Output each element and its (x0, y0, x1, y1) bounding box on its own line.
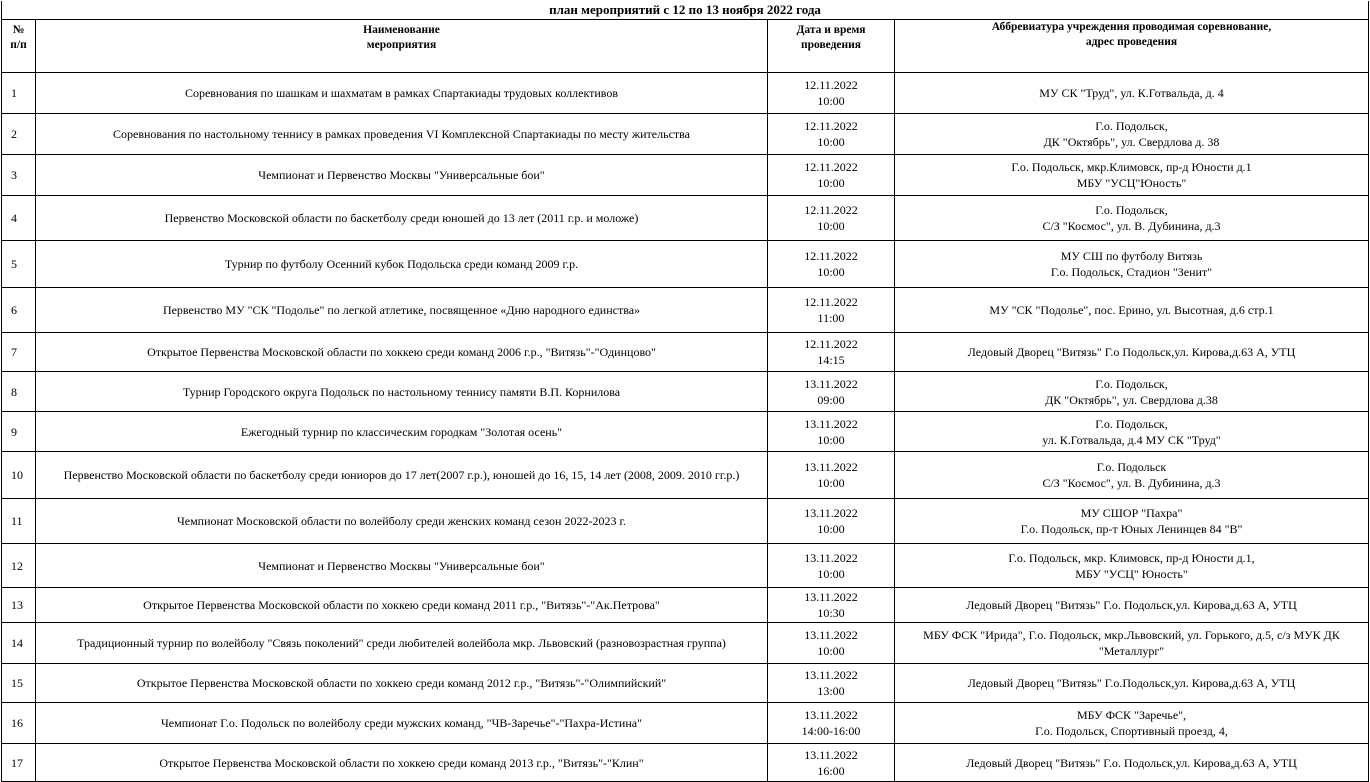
event-venue (895, 372, 1369, 412)
header-date-line2: проведения (800, 39, 862, 51)
event-name: Турнир Городского округа Подольск по настольному теннису памяти В.П. Корнилова (36, 372, 768, 412)
row-number: 1 (2, 73, 36, 114)
row-number: 10 (2, 452, 36, 499)
venue-line1: Г.о. Подольск, (1095, 376, 1168, 391)
event-venue (895, 744, 1369, 782)
event-name: Чемпионат Московской области по волейболу среди женских команд сезон 2022-2023 г. (36, 499, 768, 544)
header-name-line1: Наименование (363, 24, 440, 36)
event-venue (895, 241, 1369, 288)
event-venue (895, 452, 1369, 499)
event-date: 13.11.2022 (804, 416, 858, 431)
event-venue (895, 288, 1369, 333)
table-row (2, 241, 1369, 288)
event-date-time (768, 452, 895, 499)
table-row (2, 73, 1369, 114)
event-name: Чемпионат и Первенство Москвы "Универсальные бои" (36, 155, 768, 196)
event-name: Первенство МУ "СК "Подолье" по легкой атлетике, посвященное «Дню народного единства» (36, 288, 768, 333)
row-number: 16 (2, 703, 36, 744)
venue-line1: Г.о. Подольск, мкр. Климовск, пр-д Юности д.1, (1008, 550, 1255, 565)
event-time: 13:00 (817, 684, 845, 698)
row-number: 8 (2, 372, 36, 412)
venue-line1: МУ СШОР "Пахра" (1080, 506, 1183, 520)
event-date-time (768, 196, 895, 241)
event-name: Открытое Первенства Московской области по хоккею среди команд 2011 г.р., "Витязь"-"Ак.Петрова" (36, 588, 768, 623)
event-date: 12.11.2022 (804, 119, 858, 133)
event-name: Первенство Московской области по баскетболу среди юношей до 13 лет (2011 г.р. и моложе) (36, 196, 768, 241)
table-row (2, 664, 1369, 703)
event-time: 10:00 (817, 644, 845, 658)
event-venue (895, 623, 1369, 664)
venue-line1: Ледовый Дворец "Витязь" Г.о Подольск,ул. Кирова,д.63 А, УТЦ (967, 345, 1296, 359)
event-name: Турнир по футболу Осенний кубок Подольска среди команд 2009 г.р. (36, 241, 768, 288)
event-date: 13.11.2022 (804, 747, 858, 762)
event-name: Открытое Первенства Московской области по хоккею среди команд 2012 г.р., "Витязь"-"Олимпийский" (36, 664, 768, 703)
event-name: Соревнования по шашкам и шахматам в рамках Спартакиады трудовых коллективов (36, 73, 768, 114)
table-row (2, 544, 1369, 588)
event-date: 13.11.2022 (804, 376, 858, 391)
event-time: 10:00 (817, 176, 845, 190)
event-name: Первенство Московской области по баскетболу среди юниоров до 17 лет(2007 г.р.), юношей до 16, 15, 14 лет (2008, 2009. 2010 гг.р.) (36, 452, 768, 499)
event-date-time (768, 114, 895, 155)
event-date-time (768, 73, 895, 114)
table-row (2, 196, 1369, 241)
table-row (2, 155, 1369, 196)
header-row (2, 20, 1369, 73)
event-time: 10:30 (817, 606, 845, 620)
event-date: 12.11.2022 (804, 337, 858, 351)
header-number-line2: п/п (10, 39, 27, 51)
event-venue (895, 499, 1369, 544)
event-name: Традиционный турнир по волейболу "Связь поколений" среди любителей волейбола мкр. Львовский (разновозрастная группа) (36, 623, 768, 664)
row-number: 9 (2, 412, 36, 452)
venue-line2: Г.о. Подольск, пр-т Юных Ленинцев 84 "В" (1020, 522, 1243, 536)
event-venue (895, 412, 1369, 452)
table-row (2, 412, 1369, 452)
event-time: 10:00 (817, 265, 845, 279)
header-venue-line1: Аббревиатура учреждения проводимая соревнование, (991, 21, 1272, 33)
venue-line2: С/З "Космос", ул. В. Дубинина, д.3 (1042, 219, 1221, 233)
event-venue (895, 196, 1369, 241)
event-time: 10:00 (817, 476, 845, 490)
event-date-time (768, 588, 895, 623)
event-venue (895, 588, 1369, 623)
event-date: 12.11.2022 (804, 78, 858, 92)
event-date: 12.11.2022 (804, 249, 858, 263)
row-number: 2 (2, 114, 36, 155)
row-number: 7 (2, 333, 36, 372)
table-row (2, 452, 1369, 499)
event-name: Чемпионат Г.о. Подольск по волейболу среди мужских команд, "ЧВ-Заречье"-"Пахра-Истина" (36, 703, 768, 744)
venue-line2: ул. К.Готвальда, д.4 МУ СК "Труд" (1042, 432, 1221, 447)
venue-line1: МУ "СК "Подолье", пос. Ерино, ул. Высотная, д.6 стр.1 (989, 303, 1274, 317)
header-event-name (36, 20, 768, 73)
header-date-line1: Дата и время (796, 24, 866, 36)
event-date-time (768, 372, 895, 412)
row-number: 13 (2, 588, 36, 623)
venue-line1: МУ СК "Труд", ул. К.Готвальда, д. 4 (1039, 86, 1224, 100)
event-name: Соревнования по настольному теннису в рамках проведения VI Комплексной Спартакиады по месту жительства (36, 114, 768, 155)
venue-line2: Г.о. Подольск, Стадион "Зенит" (1050, 265, 1213, 279)
venue-line1: МБУ ФСК "Ирида", Г.о. Подольск, мкр.Львовский, ул. Горького, д.5, с/з МУК ДК (923, 628, 1340, 642)
table-row (2, 744, 1369, 782)
event-date: 13.11.2022 (804, 550, 858, 565)
venue-line1: Г.о. Подольск (1096, 460, 1167, 474)
header-number (2, 20, 36, 73)
header-number-line1: № (12, 24, 25, 36)
table-row (2, 288, 1369, 333)
event-name: Ежегодный турнир по классическим городкам "Золотая осень" (36, 412, 768, 452)
event-date: 13.11.2022 (804, 708, 858, 722)
event-date-time (768, 499, 895, 544)
event-venue (895, 544, 1369, 588)
table-row (2, 623, 1369, 664)
row-number: 11 (2, 499, 36, 544)
event-date: 13.11.2022 (804, 668, 858, 682)
event-time: 10:00 (817, 135, 845, 149)
row-number: 5 (2, 241, 36, 288)
row-number: 6 (2, 288, 36, 333)
venue-line2: МБУ "УСЦ"Юность" (1076, 176, 1187, 190)
event-date-time (768, 744, 895, 782)
row-number: 15 (2, 664, 36, 703)
event-time: 10:00 (817, 432, 845, 447)
venue-line2: "Металлург" (1098, 644, 1165, 658)
table-row (2, 703, 1369, 744)
venue-line2: ДК "Октябрь", ул. Свердлова д.38 (1045, 392, 1218, 407)
venue-line1: Г.о. Подольск, мкр.Климовск, пр-д Юности д.1 (1011, 160, 1252, 174)
venue-line2: С/З "Космос", ул. В. Дубинина, д.3 (1042, 476, 1221, 490)
header-name-line2: мероприятия (366, 39, 437, 51)
table-title: план мероприятий с 12 по 13 ноября 2022 года (2, 1, 1369, 20)
row-number: 12 (2, 544, 36, 588)
row-number: 4 (2, 196, 36, 241)
event-time: 10:00 (817, 219, 845, 233)
event-date-time (768, 333, 895, 372)
row-number: 14 (2, 623, 36, 664)
events-table (1, 1, 1369, 782)
table-row (2, 372, 1369, 412)
header-date-time (768, 20, 895, 73)
event-time: 14:15 (817, 353, 845, 367)
event-venue (895, 664, 1369, 703)
venue-line1: Ледовый Дворец "Витязь" Г.о.Подольск,ул. Кирова,д.63 А, УТЦ (967, 676, 1296, 690)
table-row (2, 114, 1369, 155)
event-time: 09:00 (817, 392, 845, 407)
event-date-time (768, 703, 895, 744)
event-date-time (768, 241, 895, 288)
event-venue (895, 703, 1369, 744)
event-name: Чемпионат и Первенство Москвы "Универсальные бои" (36, 544, 768, 588)
row-number: 3 (2, 155, 36, 196)
header-venue-line2: адрес проведения (1085, 36, 1178, 48)
event-name: Открытое Первенства Московской области по хоккею среди команд 2013 г.р., "Витязь"-"Клин" (36, 744, 768, 782)
event-venue (895, 114, 1369, 155)
venue-line2: ДК "Октябрь", ул. Свердлова д. 38 (1043, 135, 1220, 149)
event-date-time (768, 288, 895, 333)
event-time: 10:00 (817, 522, 845, 536)
venue-line2: МБУ "УСЦ" Юность" (1075, 566, 1188, 581)
event-time: 10:00 (817, 566, 845, 581)
event-name: Открытое Первенства Московской области по хоккею среди команд 2006 г.р., "Витязь"-"Одинцово" (36, 333, 768, 372)
venue-line1: Г.о. Подольск, (1095, 119, 1168, 133)
venue-line1: Ледовый Дворец "Витязь" Г.о. Подольск,ул. Кирова,д.63 А, УТЦ (966, 598, 1297, 612)
event-time: 14:00-16:00 (801, 724, 861, 738)
venue-line1: Ледовый Дворец "Витязь" Г.о. Подольск,ул. Кирова,д.63 А, УТЦ (966, 755, 1297, 770)
event-date-time (768, 664, 895, 703)
header-venue (895, 20, 1369, 73)
event-time: 10:00 (817, 94, 845, 108)
event-date: 12.11.2022 (804, 160, 858, 174)
event-time: 16:00 (817, 763, 845, 778)
event-date-time (768, 155, 895, 196)
event-date: 13.11.2022 (804, 506, 858, 520)
row-number: 17 (2, 744, 36, 782)
table-row (2, 499, 1369, 544)
event-date: 12.11.2022 (804, 203, 858, 217)
event-venue (895, 73, 1369, 114)
table-row (2, 588, 1369, 623)
event-date: 13.11.2022 (804, 590, 858, 604)
event-venue (895, 333, 1369, 372)
event-date-time (768, 623, 895, 664)
event-venue (895, 155, 1369, 196)
venue-line1: МУ СШ по футболу Витязь (1060, 249, 1203, 263)
venue-line1: МБУ ФСК "Заречье", (1076, 708, 1187, 722)
event-date: 13.11.2022 (804, 460, 858, 474)
venue-line1: Г.о. Подольск, (1095, 203, 1168, 217)
event-date: 12.11.2022 (804, 295, 858, 309)
venue-line1: Г.о. Подольск, (1095, 416, 1168, 431)
venue-line2: Г.о. Подольск, Спортивный проезд, 4, (1035, 724, 1228, 738)
event-date: 13.11.2022 (804, 628, 858, 642)
event-date-time (768, 544, 895, 588)
table-row (2, 333, 1369, 372)
event-time: 11:00 (817, 311, 845, 325)
event-date-time (768, 412, 895, 452)
